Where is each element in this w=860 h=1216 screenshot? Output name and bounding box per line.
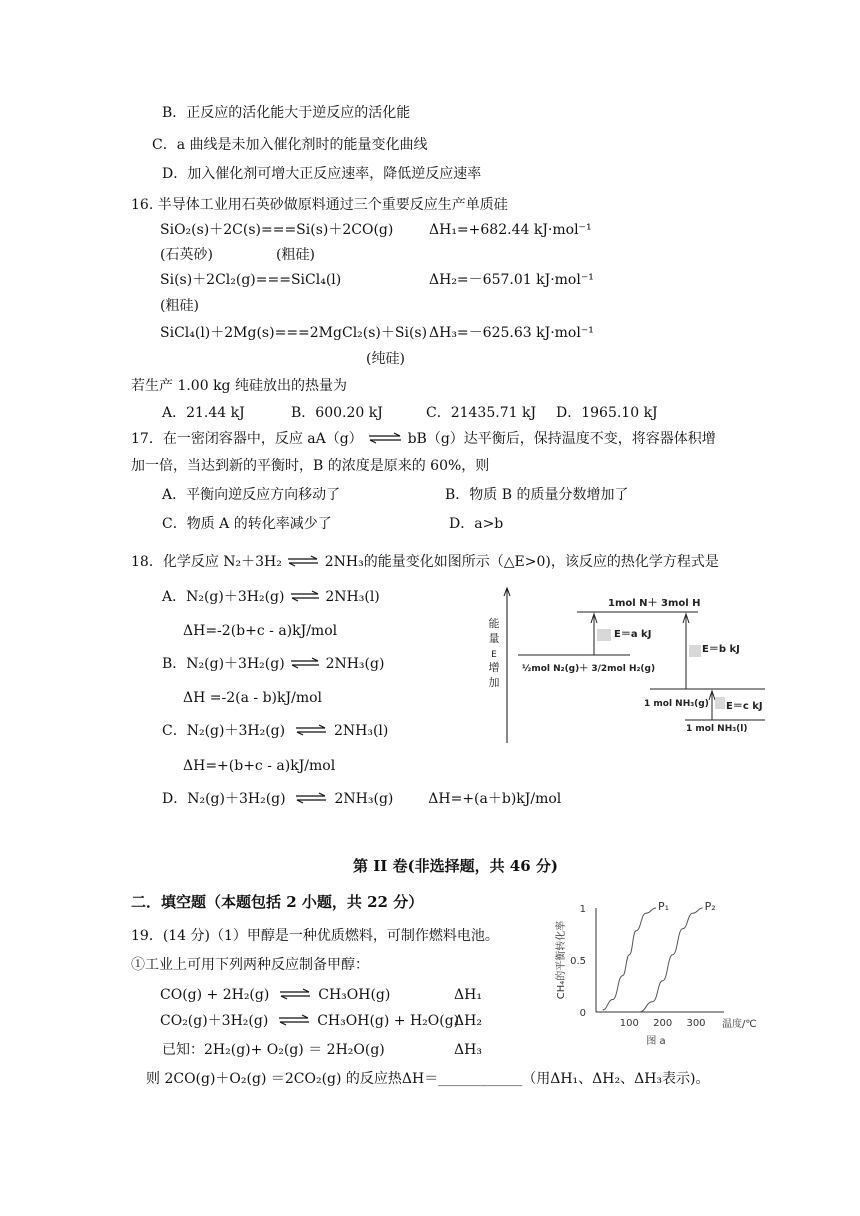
q18-d-reactants: D．N₂(g)＋3H₂(g) — [162, 791, 286, 807]
chart-title: 图 a — [646, 1036, 666, 1047]
q18-stem-a: 18．化学反应 N₂＋3H₂ — [131, 554, 282, 570]
level-top-label: 1mol N＋ 3mol H — [608, 598, 701, 609]
y-tick-label: 0 — [579, 1008, 586, 1019]
q18-stem-b: 2NH₃的能量变化如图所示（△E>0)，该反应的热化学方程式是 — [324, 554, 719, 570]
q16-option-a: A．21.44 kJ — [162, 405, 245, 421]
q16-option-b: B．600.20 kJ — [291, 405, 383, 421]
q19-r2-reactants: CO₂(g)＋3H₂(g) — [160, 1013, 269, 1029]
q16-note-crude-si-2: (粗硅) — [160, 298, 199, 314]
q19-r2-products: CH₃OH(g) + H₂O(g) — [317, 1013, 460, 1029]
axis-label-char: 加 — [488, 676, 500, 689]
q16-note-crude-si: (粗硅) — [276, 247, 315, 263]
q18-b-products: 2NH₃(g) — [325, 656, 385, 672]
q18-b-reactants: B．N₂(g)＋3H₂(g) — [162, 656, 285, 672]
q16-enthalpy-1: ΔH₁=+682.44 kJ·mol⁻¹ — [429, 222, 592, 238]
q18-stem — [131, 553, 719, 571]
y-tick-label: 0.5 — [570, 956, 586, 967]
q19-question: 则 2CO(g)＋O₂(g) ＝2CO₂(g) 的反应热ΔH＝____________（用ΔH₁、ΔH₂、ΔH₃表示)。 — [146, 1071, 710, 1087]
q18-a-products: 2NH₃(l) — [325, 589, 380, 605]
q17-line-2: 加一倍，当达到新的平衡时，B 的浓度是原来的 60%，则 — [131, 458, 490, 474]
axis-label-char: E — [491, 650, 497, 660]
q16-enthalpy-2: ΔH₂=－657.01 kJ·mol⁻¹ — [429, 272, 594, 288]
q16-stem: 16. 半导体工业用石英砂做原料通过三个重要反应生产单质硅 — [131, 197, 508, 213]
equilibrium-arrow-icon — [274, 988, 314, 1000]
q15-option-d: D．加入催化剂可增大正反应速率，降低逆反应速率 — [162, 166, 482, 182]
q17-text-1b: bB（g）达平衡后，保持温度不变，将容器体积增 — [407, 431, 716, 447]
q18-option-c-dh: ΔH=+(b+c - a)kJ/mol — [183, 758, 336, 774]
energy-c-label: E＝c kJ — [726, 701, 763, 712]
q18-option-d-dh: ΔH=+(a＋b)kJ/mol — [428, 791, 562, 807]
q19-r1-products: CH₃OH(g) — [318, 987, 391, 1003]
equilibrium-arrow-icon — [286, 555, 320, 567]
q19-dh1: ΔH₁ — [454, 987, 482, 1003]
axis-label-char: 能 — [488, 617, 500, 630]
q16-option-c: C．21435.71 kJ — [426, 405, 537, 421]
y-tick-label: 1 — [579, 904, 586, 915]
q17-option-c: C．物质 A 的转化率减少了 — [162, 516, 332, 532]
q18-c-products: 2NH₃(l) — [333, 723, 389, 739]
q19-line-1: 19．(14 分)（1）甲醇是一种优质燃料，可制作燃料电池。 — [131, 928, 499, 944]
equilibrium-arrow-icon — [289, 590, 321, 602]
series-label-2: P₂ — [704, 900, 716, 913]
q18-option-a-dh: ΔH=-2(b+c - a)kJ/mol — [183, 623, 338, 639]
series-line-1 — [603, 908, 656, 1010]
x-axis-label: 温度/℃ — [722, 1019, 757, 1030]
q17-option-d: D．a>b — [449, 516, 504, 532]
q18-option-d-eq — [162, 790, 561, 808]
q18-option-b-dh: ΔH =-2(a - b)kJ/mol — [183, 690, 322, 706]
series-label-1: P₁ — [658, 900, 670, 913]
equilibrium-arrow-icon — [290, 724, 330, 736]
q16-reaction-1: SiO₂(s)＋2C(s)===Si(s)＋2CO(g) — [160, 222, 394, 238]
equilibrium-arrow-icon — [290, 792, 330, 804]
section-heading: 二．填空题（本题包括 2 小题，共 22 分） — [131, 893, 424, 911]
equilibrium-arrow-icon — [273, 1014, 313, 1026]
q19-line-2: ①工业上可用下列两种反应制备甲醇： — [131, 957, 369, 973]
equilibrium-arrow-icon — [367, 432, 403, 444]
q16-reaction-3: SiCl₄(l)＋2Mg(s)===2MgCl₂(s)＋Si(s) — [160, 325, 428, 341]
x-tick-label: 100 — [619, 1018, 639, 1029]
y-axis-label: CH₄的平衡转化率 — [556, 920, 567, 1000]
q17-line-1 — [131, 430, 716, 448]
q15-option-b: B．正反应的活化能大于逆反应的活化能 — [162, 105, 411, 121]
energy-a-label: E＝a kJ — [614, 629, 652, 640]
q18-d-products: 2NH₃(g) — [334, 791, 394, 807]
q18-option-c-eq — [162, 722, 388, 740]
q19-known: 已知：2H₂(g)+ O₂(g) ＝ 2H₂O(g) — [162, 1042, 385, 1058]
q18-option-a-eq — [162, 588, 380, 606]
q19-dh2: ΔH₂ — [454, 1013, 482, 1029]
energy-b-label: E＝b kJ — [702, 644, 740, 655]
q19-reaction-1 — [160, 986, 390, 1004]
q16-reaction-2: Si(s)＋2Cl₂(g)===SiCl₄(l) — [160, 272, 342, 288]
series-line-2 — [639, 908, 702, 1012]
axis-label-char: 量 — [488, 632, 500, 645]
q19-dh3: ΔH₃ — [454, 1042, 482, 1058]
equilibrium-arrow-icon — [289, 657, 321, 669]
q19-reaction-2 — [160, 1012, 459, 1030]
level-liquid-product-label: 1 mol NH₃(l) — [686, 724, 748, 734]
x-tick-label: 300 — [686, 1018, 706, 1029]
part-two-heading: 第 II 卷(非选择题，共 46 分) — [353, 857, 558, 875]
q18-c-reactants: C．N₂(g)＋3H₂(g) — [162, 723, 286, 739]
q18-a-reactants: A．N₂(g)＋3H₂(g) — [162, 589, 285, 605]
level-reactant-label: ½mol N₂(g)＋ 3/2mol H₂(g) — [522, 664, 656, 674]
q17-option-b: B．物质 B 的质量分数增加了 — [445, 487, 629, 503]
q17-text-1a: 17．在一密闭容器中，反应 aA（g） — [131, 431, 363, 447]
conversion-chart — [550, 896, 770, 1048]
x-tick-label: 200 — [653, 1018, 673, 1029]
axis-label-char: 增 — [488, 661, 500, 674]
q16-option-d: D．1965.10 kJ — [556, 405, 658, 421]
q16-question: 若生产 1.00 kg 纯硅放出的热量为 — [131, 378, 347, 394]
energy-level-diagram — [480, 585, 780, 745]
q16-enthalpy-3: ΔH₃=－625.63 kJ·mol⁻¹ — [429, 325, 594, 341]
q18-option-b-eq — [162, 655, 384, 673]
q15-option-c: C．a 曲线是未加入催化剂时的能量变化曲线 — [152, 137, 428, 153]
q17-option-a: A．平衡向逆反应方向移动了 — [162, 487, 341, 503]
level-gas-product-label: 1 mol NH₃(g) — [644, 699, 709, 709]
q16-note-quartz: (石英砂) — [160, 247, 213, 263]
q16-note-pure-si: (纯硅) — [366, 351, 405, 367]
q19-r1-reactants: CO(g) + 2H₂(g) — [160, 987, 270, 1003]
